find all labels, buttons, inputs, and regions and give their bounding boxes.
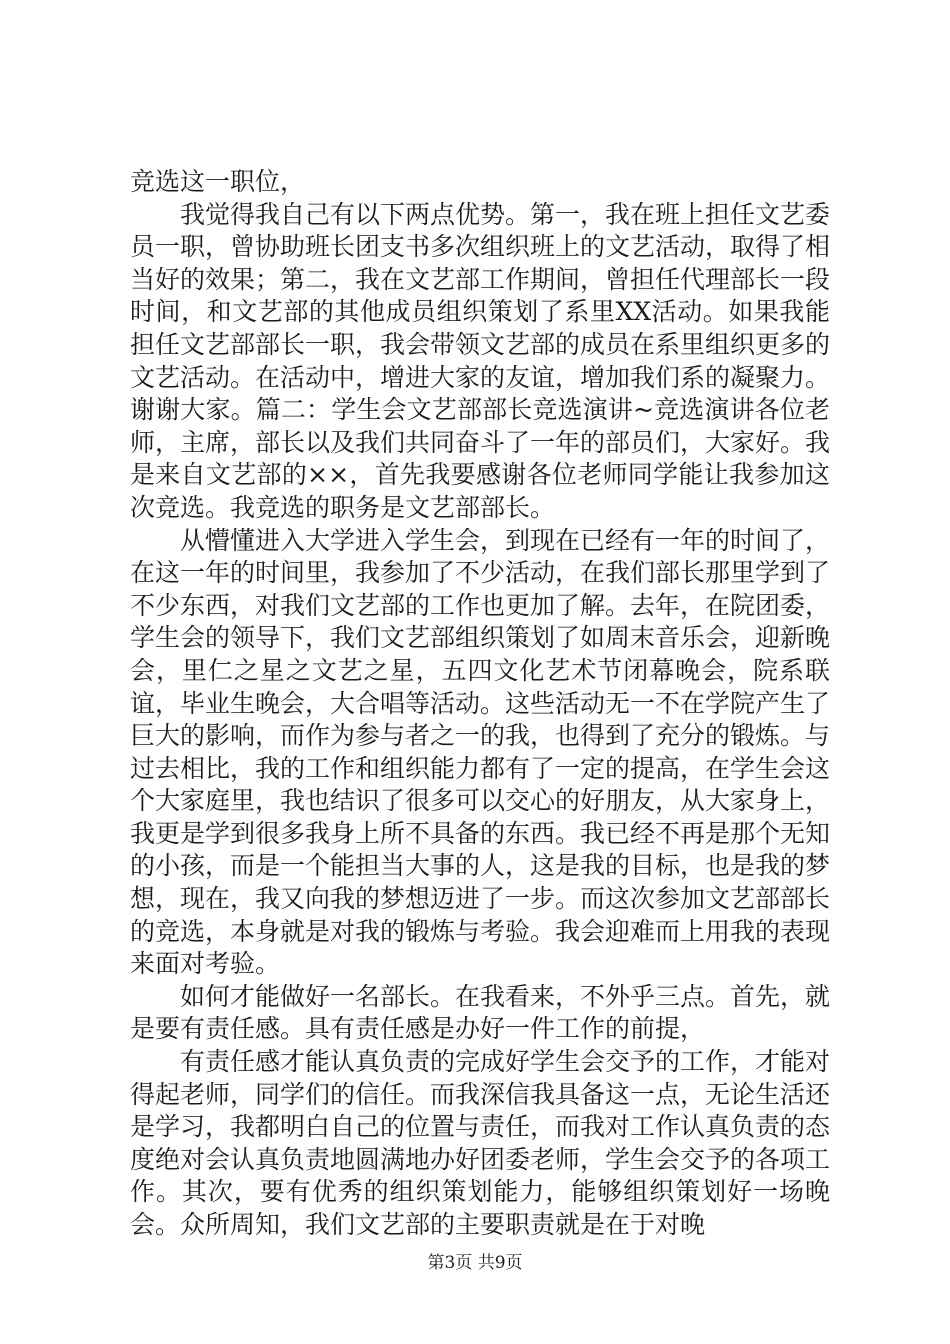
paragraph-5: 有责任感才能认真负责的完成好学生会交予的工作，才能对得起老师，同学们的信任。而我深信我具备这一点，无论生活还是学习，我都明白自己的位置与责任，而我对工作认真负责的态度绝对会认真负责地圆满地办好团委老师，学生会交予的各项工作。其次，要有优秀的组织策划能力，能够组织策划好一场晚会。众所周知，我们文艺部的主要职责就是在于对晚 — [130, 1047, 831, 1239]
page-number-label: 第3页 共9页 — [427, 1253, 523, 1273]
document-body — [130, 166, 830, 1242]
page-footer — [0, 1252, 950, 1274]
paragraph-2: 我觉得我自己有以下两点优势。第一，我在班上担任文艺委员一职，曾协助班长团支书多次组织班上的文艺活动，取得了相当好的效果；第二，我在文艺部工作期间，曾担任代理部长一段时间，和文艺部的其他成员组织策划了系里XX活动。如果我能担任文艺部部长一职，我会带领文艺部的成员在系里组织更多的文艺活动。在活动中，增进大家的友谊，增加我们系的凝聚力。谢谢大家。篇二：学生会文艺部部长竞选演讲~竞选演讲各位老师，主席，部长以及我们共同奋斗了一年的部员们，大家好。我是来自文艺部的××，首先我要感谢各位老师同学能让我参加这次竞选。我竞选的职务是文艺部部长。 — [130, 199, 831, 522]
paragraph-1: 竞选这一职位， — [130, 167, 306, 196]
paragraph-4: 如何才能做好一名部长。在我看来，不外乎三点。首先，就是要有责任感。具有责任感是办好一件工作的前提， — [130, 981, 831, 1044]
paragraph-3: 从懵懂进入大学进入学生会，到现在已经有一年的时间了，在这一年的时间里，我参加了不少活动，在我们部长那里学到了不少东西，对我们文艺部的工作也更加了解。去年，在院团委，学生会的领导下，我们文艺部组织策划了如周末音乐会，迎新晚会，里仁之星之文艺之星，五四文化艺术节闭幕晚会，院系联谊，毕业生晚会，大合唱等活动。这些活动无一不在学院产生了巨大的影响，而作为参与者之一的我，也得到了充分的锻炼。与过去相比，我的工作和组织能力都有了一定的提高，在学生会这个大家庭里，我也结识了很多可以交心的好朋友，从大家身上，我更是学到很多我身上所不具备的东西。我已经不再是那个无知的小孩，而是一个能担当大事的人，这是我的目标，也是我的梦想，现在，我又向我的梦想迈进了一步。而这次参加文艺部部长的竞选，本身就是对我的锻炼与考验。我会迎难而上用我的表现来面对考验。 — [130, 525, 831, 979]
